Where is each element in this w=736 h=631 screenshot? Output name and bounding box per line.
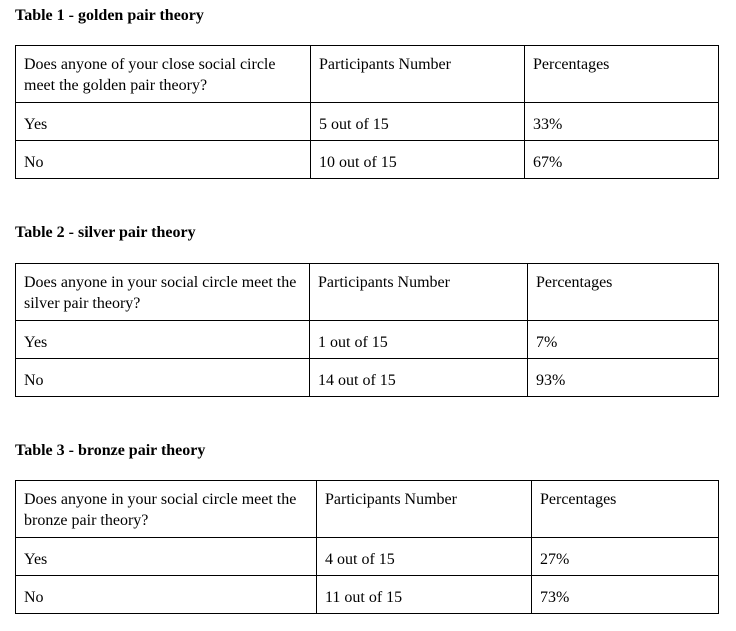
percentage-cell: 33% — [525, 103, 719, 141]
participants-cell: 11 out of 15 — [317, 576, 532, 614]
table-2-caption: Table 2 - silver pair theory — [15, 224, 196, 241]
percentage-cell: 73% — [532, 576, 719, 614]
table-3-caption: Table 3 - bronze pair theory — [15, 442, 206, 459]
question-header: Does anyone in your social circle meet the silver pair theory? — [16, 264, 310, 321]
participants-cell: 14 out of 15 — [310, 359, 528, 397]
silver-pair-table — [15, 263, 719, 397]
percentage-cell: 93% — [528, 359, 719, 397]
table-header-row — [16, 481, 719, 538]
table-header-row — [16, 264, 719, 321]
participants-cell: 4 out of 15 — [317, 538, 532, 576]
table-header-row — [16, 46, 719, 103]
percentage-cell: 27% — [532, 538, 719, 576]
bronze-pair-table — [15, 480, 719, 614]
answer-cell: No — [16, 576, 317, 614]
percentages-header: Percentages — [525, 46, 719, 103]
table-row — [16, 576, 719, 614]
answer-cell: Yes — [16, 321, 310, 359]
participants-header: Participants Number — [317, 481, 532, 538]
participants-header: Participants Number — [310, 264, 528, 321]
participants-cell: 5 out of 15 — [311, 103, 525, 141]
percentages-header: Percentages — [532, 481, 719, 538]
percentages-header: Percentages — [528, 264, 719, 321]
table-1-caption: Table 1 - golden pair theory — [15, 7, 204, 24]
participants-header: Participants Number — [311, 46, 525, 103]
table-row — [16, 103, 719, 141]
table-row — [16, 321, 719, 359]
answer-cell: Yes — [16, 538, 317, 576]
golden-pair-table — [15, 45, 719, 179]
answer-cell: No — [16, 359, 310, 397]
question-header: Does anyone in your social circle meet the bronze pair theory? — [16, 481, 317, 538]
percentage-cell: 7% — [528, 321, 719, 359]
participants-cell: 10 out of 15 — [311, 141, 525, 179]
participants-cell: 1 out of 15 — [310, 321, 528, 359]
question-header: Does anyone of your close social circle meet the golden pair theory? — [16, 46, 311, 103]
table-row — [16, 359, 719, 397]
table-row — [16, 538, 719, 576]
answer-cell: Yes — [16, 103, 311, 141]
answer-cell: No — [16, 141, 311, 179]
table-row — [16, 141, 719, 179]
percentage-cell: 67% — [525, 141, 719, 179]
